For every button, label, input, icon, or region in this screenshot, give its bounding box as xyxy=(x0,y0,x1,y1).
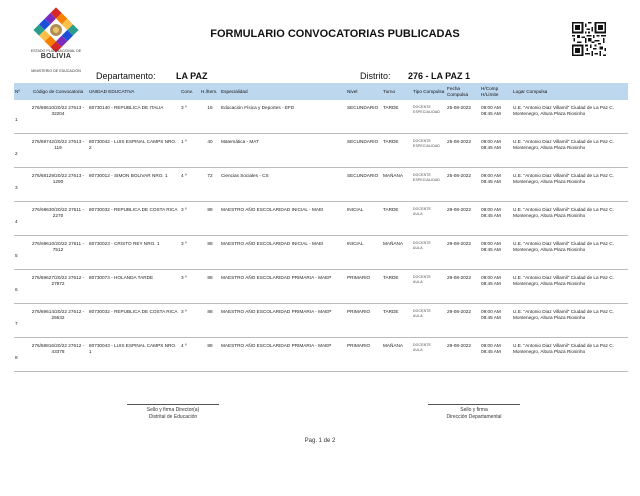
cell-tipo-line1: DOCENTE xyxy=(413,241,431,245)
cell-hitem: 88 xyxy=(200,338,220,372)
table-row xyxy=(14,338,628,372)
col-header: Lugar Compulsa xyxy=(512,83,628,100)
cell-ue: 80730032 - REPUBLICA DE COSTA RICA xyxy=(88,304,180,338)
cell-n: 7 xyxy=(14,304,28,338)
cell-lugar: U.E. "Antonio Diaz Villamil" Ciudad de La Paz C. Montenegro, Altura Plaza Riosinho xyxy=(512,338,628,372)
cell-tipo-line1: DOCENTE xyxy=(413,275,431,279)
cell-ue: 80730012 - SIMON BOLIVAR NRO. 1 xyxy=(88,168,180,202)
signature-departmental xyxy=(428,404,520,421)
cell-tipo-line2: ESPECIALIDAD xyxy=(413,110,441,114)
distrito-value: 276 - LA PAZ 1 xyxy=(408,71,471,81)
cell-turno: TARDE xyxy=(382,134,412,168)
cell-hora-compulsa xyxy=(480,304,512,338)
cell-tipo-line1: DOCENTE xyxy=(413,343,431,347)
cell-code: 276/68129/20/22 27613 - 1290 xyxy=(28,168,88,202)
cell-tipo-line1: DOCENTE xyxy=(413,309,431,313)
cell-tipo-compulsa xyxy=(412,134,446,168)
logo-ministry: MINISTERIO DE EDUCACIÓN xyxy=(31,69,81,73)
table-row xyxy=(14,236,628,270)
cell-tipo-compulsa xyxy=(412,304,446,338)
col-header: Nivel xyxy=(346,83,382,100)
cell-conv: 4 º xyxy=(180,338,200,372)
cell-tipo-line1: DOCENTE xyxy=(413,105,431,109)
cell-ue: 80730043 - LUIS ESPINAL CAMPS NRO. 1 xyxy=(88,338,180,372)
cell-hora-comp: 09:00 AM xyxy=(481,139,501,144)
cell-fecha: 25-08-2022 xyxy=(446,100,480,134)
cell-fecha: 25-08-2022 xyxy=(446,134,480,168)
cell-code: 276/69610/20/22 27611 - 7512 xyxy=(28,236,88,270)
cell-hora-comp: 09:00 AM xyxy=(481,309,501,314)
cell-code: 276/68816/20/22 27612 - 43378 xyxy=(28,338,88,372)
cell-turno: TARDE xyxy=(382,202,412,236)
distrito-label: Distrito: xyxy=(360,71,391,81)
cell-tipo-line1: DOCENTE xyxy=(413,139,431,143)
cell-conv: 3 º xyxy=(180,304,200,338)
cell-fecha: 29-08-2022 xyxy=(446,338,480,372)
cell-hora-compulsa xyxy=(480,270,512,304)
cell-code: 276/69742/20/22 27613 - 119 xyxy=(28,134,88,168)
signature-district-line1: Sello y firma Director(a) xyxy=(146,407,200,413)
table-header-row xyxy=(14,83,628,100)
col-header: Turno xyxy=(382,83,412,100)
cell-esp: MAESTRO AÑO ESCOLARIDAD INICIAL - MAEI xyxy=(220,236,346,270)
cell-tipo-line2: AULA xyxy=(413,246,423,250)
cell-tipo-compulsa xyxy=(412,236,446,270)
cell-conv: 1 º xyxy=(180,134,200,168)
cell-hitem: 88 xyxy=(200,202,220,236)
cell-hora-compulsa xyxy=(480,236,512,270)
cell-nivel: PRIMARIO xyxy=(346,270,382,304)
cell-hora-compulsa xyxy=(480,338,512,372)
cell-fecha: 29-08-2022 xyxy=(446,270,480,304)
col-header: Conv. xyxy=(180,83,200,100)
cell-hitem: 72 xyxy=(200,168,220,202)
cell-hora-limite: 08:45 AM xyxy=(481,145,501,150)
cell-code: 276/69627/20/22 27612 - 27972 xyxy=(28,270,88,304)
logo-subtext: ESTADO PLURINACIONAL DE xyxy=(30,49,82,53)
cell-tipo-compulsa xyxy=(412,338,446,372)
departamento-value: LA PAZ xyxy=(176,71,208,81)
cell-turno: MAÑANA xyxy=(382,236,412,270)
cell-ue: 80730140 - REPUBLICA DE ITALIA xyxy=(88,100,180,134)
page-title: FORMULARIO CONVOCATORIAS PUBLICADAS xyxy=(210,28,460,40)
col-header: H./Ítem. xyxy=(200,83,220,100)
cell-nivel: SECUNDARIO xyxy=(346,134,382,168)
cell-code: 276/69630/20/22 27611 - 2270 xyxy=(28,202,88,236)
cell-hora-compulsa xyxy=(480,100,512,134)
cell-n: 1 xyxy=(14,100,28,134)
cell-lugar: U.E. "Antonio Diaz Villamil" Ciudad de La Paz C. Montenegro, Altura Plaza Riosinho xyxy=(512,134,628,168)
cell-hitem: 88 xyxy=(200,236,220,270)
cell-n: 3 xyxy=(14,168,28,202)
cell-fecha: 29-08-2022 xyxy=(446,304,480,338)
cell-hora-compulsa xyxy=(480,134,512,168)
cell-hitem: 40 xyxy=(200,134,220,168)
cell-lugar: U.E. "Antonio Diaz Villamil" Ciudad de La Paz C. Montenegro, Altura Plaza Riosinho xyxy=(512,304,628,338)
cell-hora-limite: 08:45 AM xyxy=(481,213,501,218)
cell-ue: 80730023 - CRISTO REY NRO. 1 xyxy=(88,236,180,270)
cell-tipo-compulsa xyxy=(412,100,446,134)
signature-departmental-line1: Sello y firma xyxy=(460,407,488,413)
cell-tipo-line2: AULA xyxy=(413,280,423,284)
cell-esp: MAESTRO AÑO ESCOLARIDAD PRIMARIA - MAEP xyxy=(220,338,346,372)
table-row xyxy=(14,304,628,338)
cell-hora-limite: 08:45 AM xyxy=(481,281,501,286)
qr-code-icon xyxy=(572,22,606,56)
cell-lugar: U.E. "Antonio Diaz Villamil" Ciudad de La Paz C. Montenegro, Altura Plaza Riosinho xyxy=(512,168,628,202)
convocatorias-table xyxy=(14,83,628,372)
cell-hora-compulsa xyxy=(480,202,512,236)
cell-lugar: U.E. "Antonio Diaz Villamil" Ciudad de La Paz C. Montenegro, Altura Plaza Riosinho xyxy=(512,100,628,134)
table-row xyxy=(14,202,628,236)
cell-tipo-compulsa xyxy=(412,270,446,304)
cell-hora-comp: 09:00 AM xyxy=(481,207,501,212)
cell-tipo-line2: AULA xyxy=(413,314,423,318)
cell-conv: 3 º xyxy=(180,100,200,134)
cell-lugar: U.E. "Antonio Diaz Villamil" Ciudad de La Paz C. Montenegro, Altura Plaza Riosinho xyxy=(512,236,628,270)
cell-hora-comp: 09:00 AM xyxy=(481,275,501,280)
cell-hora-comp: 09:00 AM xyxy=(481,343,501,348)
cell-hora-limite: 08:45 AM xyxy=(481,111,501,116)
cell-hitem: 88 xyxy=(200,270,220,304)
cell-ue: 80730032 - REPUBLICA DE COSTA RICA xyxy=(88,202,180,236)
col-header: Fecha Compulsa xyxy=(446,83,480,100)
cell-code: 276/68610/20/22 27613 - 32204 xyxy=(28,100,88,134)
cell-hora-limite: 08:45 AM xyxy=(481,179,501,184)
cell-esp: Educación Física y Deportes - EFD xyxy=(220,100,346,134)
cell-tipo-line2: ESPECIALIDAD xyxy=(413,144,441,148)
cell-hora-limite: 08:45 AM xyxy=(481,315,501,320)
cell-hitem: 88 xyxy=(200,304,220,338)
cell-tipo-line2: AULA xyxy=(413,212,423,216)
cell-n: 5 xyxy=(14,236,28,270)
cell-n: 2 xyxy=(14,134,28,168)
col-header: Código de Convocatoria xyxy=(28,83,88,100)
cell-nivel: INICIAL xyxy=(346,236,382,270)
cell-nivel: PRIMARIO xyxy=(346,338,382,372)
cell-hora-comp: 09:00 AM xyxy=(481,173,501,178)
cell-tipo-line1: DOCENTE xyxy=(413,173,431,177)
cell-tipo-line2: AULA xyxy=(413,348,423,352)
cell-turno: TARDE xyxy=(382,304,412,338)
col-header: H/Comp H/Límite xyxy=(480,83,512,100)
cell-fecha: 25-08-2022 xyxy=(446,168,480,202)
cell-esp: MAESTRO AÑO ESCOLARIDAD PRIMARIA - MAEP xyxy=(220,304,346,338)
cell-tipo-line2: ESPECIALIDAD xyxy=(413,178,441,182)
cell-tipo-line1: DOCENTE xyxy=(413,207,431,211)
cell-tipo-compulsa xyxy=(412,202,446,236)
cell-hora-limite: 08:45 AM xyxy=(481,247,501,252)
cell-esp: MAESTRO AÑO ESCOLARIDAD INICIAL - MAEI xyxy=(220,202,346,236)
col-header: Nº xyxy=(14,83,28,100)
cell-esp: Matemática - MAT xyxy=(220,134,346,168)
cell-code: 276/69614/20/22 27612 - 25632 xyxy=(28,304,88,338)
departamento-label: Departamento: xyxy=(96,71,156,81)
col-header: Especialidad xyxy=(220,83,346,100)
cell-esp: MAESTRO AÑO ESCOLARIDAD PRIMARIA - MAEP xyxy=(220,270,346,304)
signature-district xyxy=(127,404,219,421)
cell-hora-comp: 09:00 AM xyxy=(481,105,501,110)
table-row xyxy=(14,270,628,304)
cell-fecha: 29-08-2022 xyxy=(446,236,480,270)
page-number: Pag. 1 de 2 xyxy=(304,438,336,444)
cell-turno: MAÑANA xyxy=(382,338,412,372)
cell-lugar: U.E. "Antonio Diaz Villamil" Ciudad de La Paz C. Montenegro, Altura Plaza Riosinho xyxy=(512,270,628,304)
cell-conv: 3 º xyxy=(180,270,200,304)
cell-nivel: SECUNDARIO xyxy=(346,168,382,202)
cell-hora-limite: 08:45 AM xyxy=(481,349,501,354)
table-row xyxy=(14,168,628,202)
cell-conv: 4 º xyxy=(180,168,200,202)
cell-n: 6 xyxy=(14,270,28,304)
cell-n: 8 xyxy=(14,338,28,372)
table-row xyxy=(14,134,628,168)
col-header: Tipo Compulsa xyxy=(412,83,446,100)
table-row xyxy=(14,100,628,134)
cell-turno: TARDE xyxy=(382,100,412,134)
signature-departmental-line2: Dirección Departamental xyxy=(446,414,502,420)
cell-fecha: 29-08-2022 xyxy=(446,202,480,236)
cell-turno: MAÑANA xyxy=(382,168,412,202)
cell-nivel: PRIMARIO xyxy=(346,304,382,338)
cell-hora-comp: 09:00 AM xyxy=(481,241,501,246)
cell-hitem: 16 xyxy=(200,100,220,134)
logo-country: BOLIVIA xyxy=(40,53,72,60)
signature-district-line2: Distrital de Educación xyxy=(148,414,198,420)
cell-esp: Ciencias Sociales - CS xyxy=(220,168,346,202)
cell-n: 4 xyxy=(14,202,28,236)
col-header: UNIDAD EDUCATIVA xyxy=(88,83,180,100)
cell-nivel: INICIAL xyxy=(346,202,382,236)
cell-ue: 80730073 - HOLANDA TARDE xyxy=(88,270,180,304)
cell-nivel: SECUNDARIO xyxy=(346,100,382,134)
cell-ue: 80730042 - LUIS ESPINAL CAMPS NRO. 2 xyxy=(88,134,180,168)
cell-tipo-compulsa xyxy=(412,168,446,202)
cell-conv: 3 º xyxy=(180,236,200,270)
cell-lugar: U.E. "Antonio Diaz Villamil" Ciudad de La Paz C. Montenegro, Altura Plaza Riosinho xyxy=(512,202,628,236)
cell-conv: 3 º xyxy=(180,202,200,236)
cell-turno: TARDE xyxy=(382,270,412,304)
cell-hora-compulsa xyxy=(480,168,512,202)
